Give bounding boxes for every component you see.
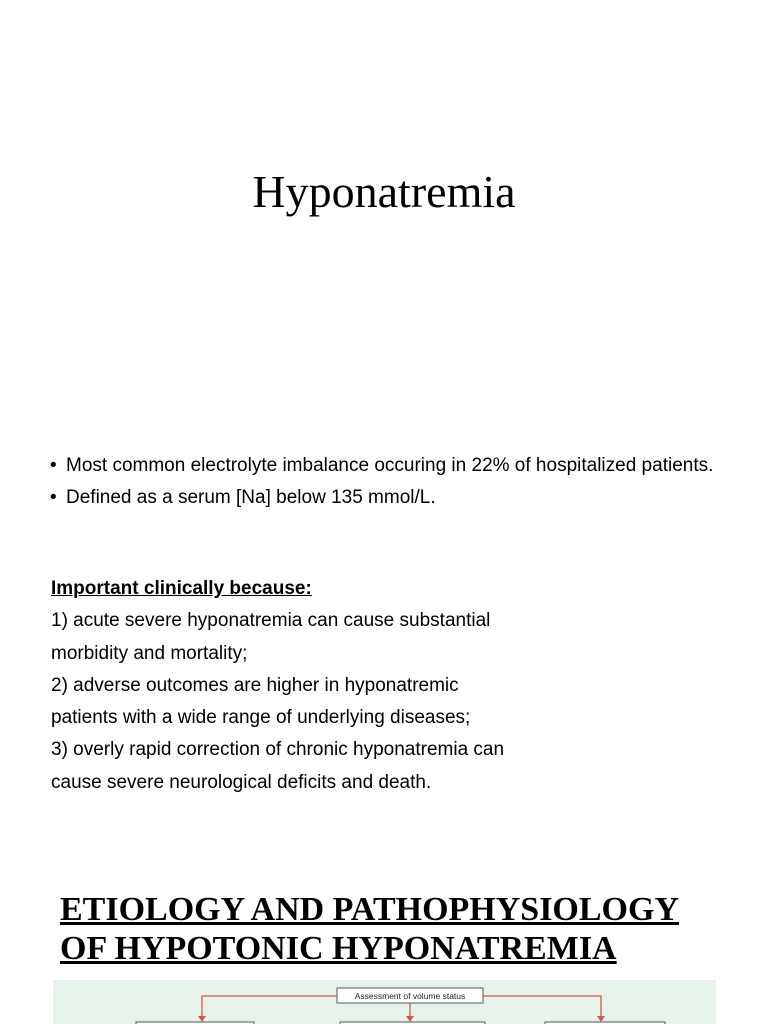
clinical-importance xyxy=(51,573,651,799)
bullet-dot-icon: • xyxy=(50,487,57,508)
bullet-item xyxy=(50,453,730,478)
flowchart-svg xyxy=(53,980,716,1024)
clinical-line: 2) adverse outcomes are higher in hyponatremic xyxy=(51,674,459,696)
bullet-text: Most common electrolyte imbalance occuring in 22% of hospitalized patients. xyxy=(66,455,714,476)
clinical-line: morbidity and mortality; xyxy=(51,642,248,664)
arrow-down-icon xyxy=(406,1016,414,1022)
clinical-line: 3) overly rapid correction of chronic hyponatremia can xyxy=(51,739,505,761)
bullet-list xyxy=(50,453,730,517)
bullet-item xyxy=(50,485,730,510)
volume-status-flowchart xyxy=(53,980,716,1024)
section-heading-line: OF HYPOTONIC HYPONATREMIA xyxy=(60,930,617,967)
section-heading xyxy=(60,890,760,968)
flowchart-right-connector xyxy=(483,996,601,1020)
bullet-text: Defined as a serum [Na] below 135 mmol/L. xyxy=(66,487,436,508)
clinical-line: cause severe neurological deficits and death. xyxy=(51,771,432,793)
arrow-down-icon xyxy=(198,1016,206,1022)
clinical-line: patients with a wide range of underlying diseases; xyxy=(51,707,471,729)
bullet-dot-icon: • xyxy=(50,455,57,476)
slide-title: Hyponatremia xyxy=(252,166,516,217)
clinical-heading: Important clinically because: xyxy=(51,578,312,599)
section-heading-line: ETIOLOGY AND PATHOPHYSIOLOGY xyxy=(60,891,680,928)
arrow-down-icon xyxy=(597,1016,605,1022)
flowchart-left-connector xyxy=(202,996,337,1020)
flowchart-root-label: Assessment of volume status xyxy=(354,991,466,1001)
clinical-line: 1) acute severe hyponatremia can cause substantial xyxy=(51,610,491,632)
